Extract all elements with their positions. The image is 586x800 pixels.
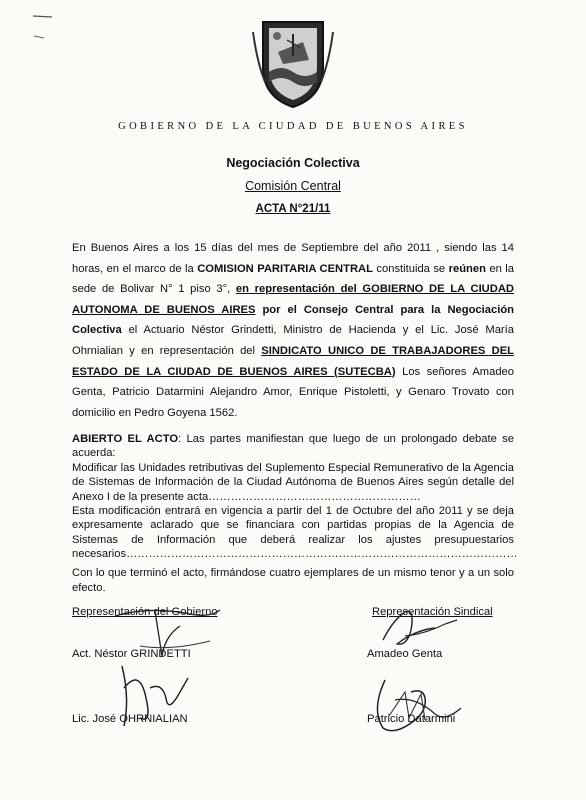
p1-text-2: constituida se [372, 262, 449, 275]
scan-mark [0, 0, 60, 40]
p1-text-1: En Buenos Aires a los 15 días del mes de Septiembre del año 2011 , siendo las 14 horas, en el marco de la [72, 242, 514, 275]
p2-line-2: Modificar las Unidades retributivas del Suplemento Especial Remunerativo de la Agencia de Sistemas de Información de la Ciudad Autónoma de Buenos Aires según detalle del Anexo I de la presente acta………………………………………………… [72, 461, 514, 503]
opening-paragraph [72, 238, 514, 423]
p1-union-name: SINDICATO UNICO DE TRABAJADORES DEL ESTADO DE LA CIUDAD DE BUENOS AIRES (SUTECBA) [72, 344, 514, 378]
document-subtitle: Comisión Central [245, 179, 341, 193]
signatory-grindetti: Act. Néstor GRINDETTI [72, 648, 191, 660]
signatory-ohrnialian: Lic. José OHRNIALIAN [72, 713, 188, 725]
p1-commission-name: COMISION PARITARIA CENTRAL [197, 262, 373, 275]
p1-government-representation: en representación del GOBIERNO DE LA CIUDAD AUTONOMA DE BUENOS AIRES [72, 283, 514, 316]
agreement-paragraph [72, 432, 518, 562]
p2-line-3: Esta modificación entrará en vigencia a partir del 1 de Octubre del año 2011 y se deja expresamente aclarado que se financiara con partidas propias de la Agencia de Sistemas de Información que deberá realizar los ajustes presupuestarios necesarios…………………………………………………………………………………………… [72, 505, 518, 561]
union-signatures-heading: Representación Sindical [372, 606, 493, 618]
p1-text-3: en la sede de Bolivar N° 1 piso 3°, [72, 262, 514, 296]
closing-paragraph: Con lo que terminó el acto, firmándose cuatro ejemplares de un mismo tenor y a un solo efecto. [72, 567, 514, 594]
p1-verb: reúnen [448, 262, 486, 275]
p2-line-1 [72, 432, 514, 461]
p2-heading: ABIERTO EL ACTO [72, 433, 179, 445]
signatory-genta: Amadeo Genta [367, 648, 443, 660]
signature-datarmini [365, 670, 475, 740]
government-signatures-heading: Representación del Gobierno [72, 606, 218, 618]
p1-text-4: el Actuario Néstor Grindetti, Ministro de Hacienda y el Lic. José María Ohrnialian y en representación del [72, 324, 514, 357]
document-title: Negociación Colectiva [226, 156, 360, 170]
signatory-datarmini: Patricio Datarmini [367, 713, 456, 725]
coat-of-arms-seal [243, 12, 343, 112]
p1-council: por el Consejo Central para la Negociación Colectiva [72, 303, 514, 337]
p1-text-5: Los señores Amadeo Genta, Patricio Datarmini Alejandro Amor, Enrique Pistoletti, y Genaro Trovato con domicilio en Pedro Goyena 1562. [72, 365, 515, 419]
act-number: ACTA N°21/11 [255, 203, 331, 215]
government-name: GOBIERNO DE LA CIUDAD DE BUENOS AIRES [118, 121, 468, 132]
p2-text-1: : Las partes manifiestan que luego de un prolongado debate se acuerda: [72, 433, 514, 460]
